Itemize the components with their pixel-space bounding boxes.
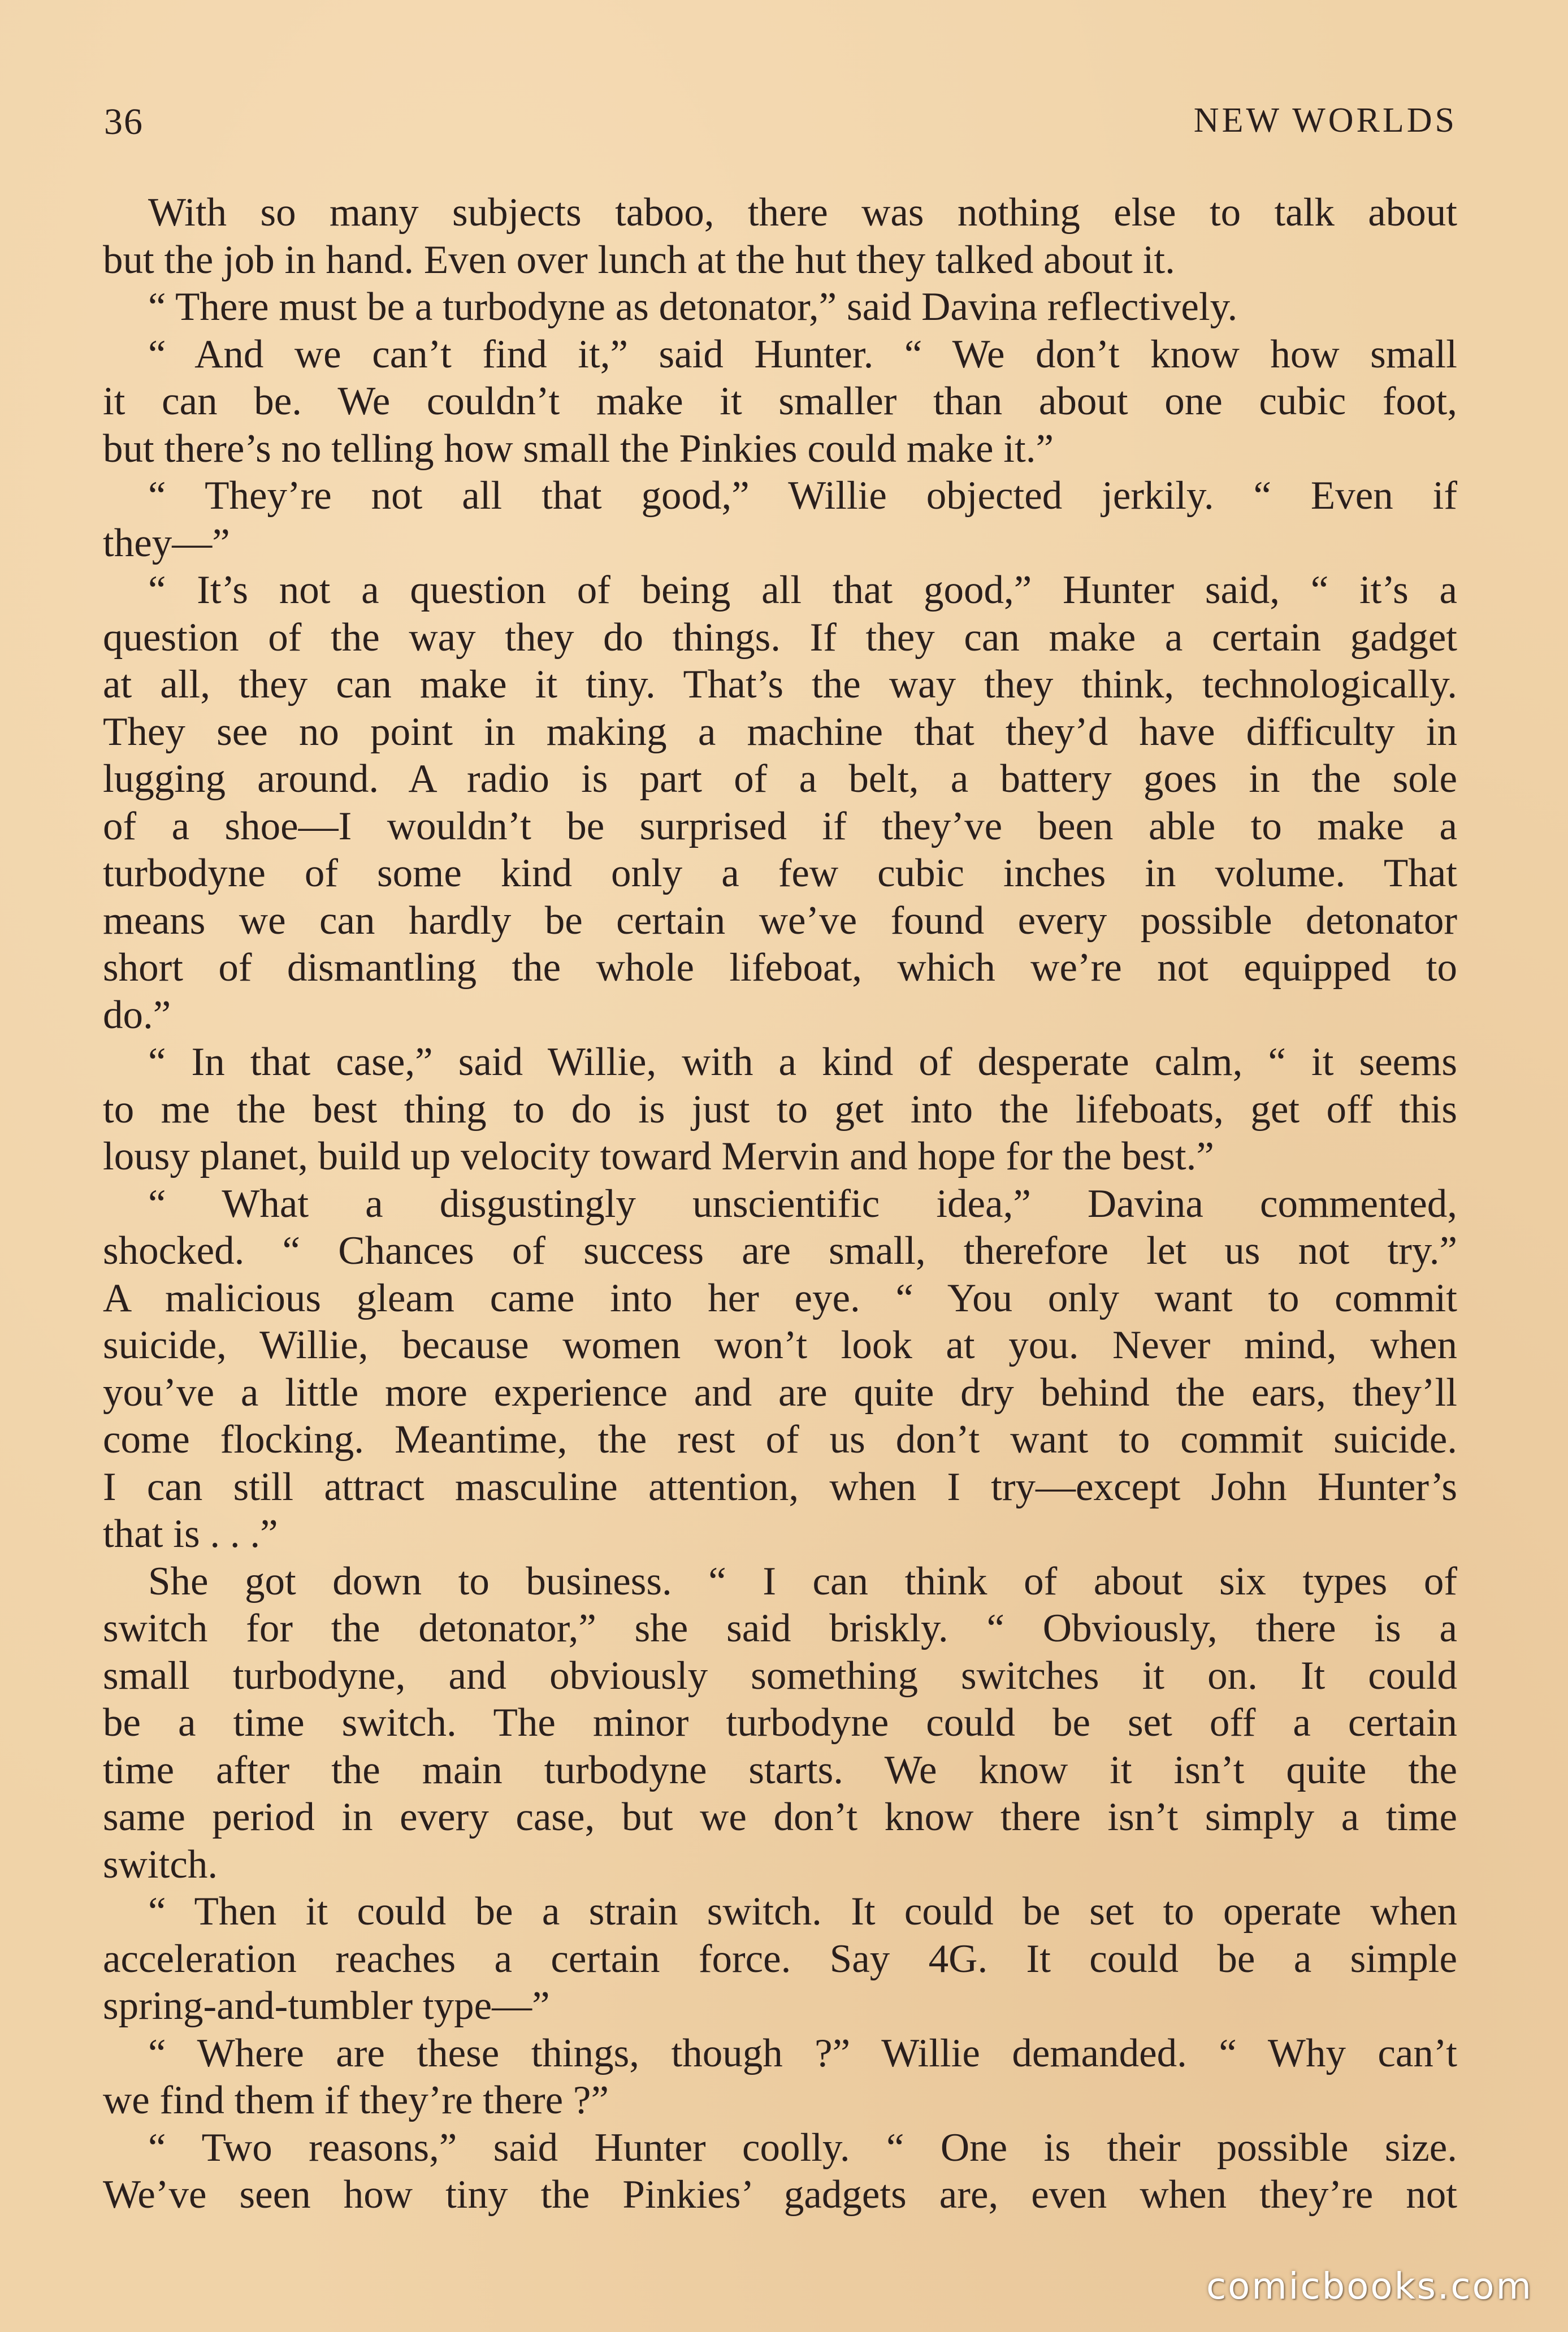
text-line: lugging around. A radio is part of a belt, a battery goes in the sole — [103, 757, 1457, 801]
text-line: switch. — [103, 1842, 218, 1887]
body-text — [103, 189, 1457, 2219]
text-line: short of dismantling the whole lifeboat, which we’re not equipped to — [103, 946, 1457, 990]
watermark-text: comicbooks.com — [1206, 2266, 1533, 2308]
text-line: shocked. “ Chances of success are small, therefore let us not try.” — [103, 1229, 1457, 1273]
text-line: I can still attract masculine attention, when I try—except John Hunter’s — [103, 1464, 1457, 1509]
text-line: “ There must be a turbodyne as detonator,” said Davina reflectively. — [148, 285, 1238, 329]
text-line: suicide, Willie, because women won’t look at you. Never mind, when — [103, 1323, 1457, 1367]
text-line: spring-and-tumbler type—” — [103, 1984, 550, 2028]
text-line: lousy planet, build up velocity toward Mervin and hope for the best.” — [103, 1134, 1214, 1178]
text-line: turbodyne of some kind only a few cubic inches in volume. That — [103, 851, 1457, 895]
text-line: do.” — [103, 992, 171, 1037]
text-line: means we can hardly be certain we’ve found every possible detonator — [103, 898, 1457, 943]
page-number: 36 — [104, 101, 144, 142]
text-line: come flocking. Meantime, the rest of us don’t want to commit suicide. — [103, 1418, 1457, 1462]
text-line: With so many subjects taboo, there was nothing else to talk about — [148, 190, 1457, 235]
text-line: time after the main turbodyne starts. We know it isn’t quite the — [103, 1748, 1457, 1792]
running-head — [104, 101, 1457, 151]
journal-title: NEW WORLDS — [1193, 101, 1457, 140]
text-line: it can be. We couldn’t make it smaller than about one cubic foot, — [103, 379, 1457, 423]
text-line: but there’s no telling how small the Pinkies could make it.” — [103, 426, 1054, 471]
text-line: you’ve a little more experience and are quite dry behind the ears, they’ll — [103, 1370, 1457, 1415]
text-line: They see no point in making a machine that they’d have difficulty in — [103, 709, 1457, 754]
text-line: question of the way they do things. If they can make a certain gadget — [103, 615, 1457, 660]
text-line: “ What a disgustingly unscientific idea,” Davina commented, — [148, 1181, 1457, 1226]
text-line: “ Where are these things, though ?” Willie demanded. “ Why can’t — [148, 2031, 1457, 2075]
text-line: She got down to business. “ I can think of about six types of — [148, 1559, 1457, 1603]
text-line: small turbodyne, and obviously something switches it on. It could — [103, 1653, 1457, 1698]
text-line: we find them if they’re there ?” — [103, 2078, 609, 2122]
text-line: but the job in hand. Even over lunch at the hut they talked about it. — [103, 237, 1175, 282]
text-line: at all, they can make it tiny. That’s the way they think, technologically. — [103, 662, 1457, 706]
text-line: “ And we can’t find it,” said Hunter. “ We don’t know how small — [148, 332, 1457, 376]
text-line: be a time switch. The minor turbodyne could be set off a certain — [103, 1701, 1457, 1745]
text-line: We’ve seen how tiny the Pinkies’ gadgets are, even when they’re not — [103, 2173, 1457, 2217]
text-line: “ It’s not a question of being all that good,” Hunter said, “ it’s a — [148, 568, 1457, 612]
text-line: that is . . .” — [103, 1512, 278, 1556]
watermark-logo — [1137, 2259, 1533, 2315]
text-line: A malicious gleam came into her eye. “ You only want to commit — [103, 1276, 1457, 1320]
text-line: to me the best thing to do is just to get into the lifeboats, get off this — [103, 1087, 1457, 1132]
text-line: same period in every case, but we don’t know there isn’t simply a time — [103, 1795, 1457, 1839]
text-line: “ Two reasons,” said Hunter coolly. “ One is their possible size. — [148, 2125, 1457, 2170]
text-line: acceleration reaches a certain force. Say 4G. It could be a simple — [103, 1936, 1457, 1981]
text-line: they—” — [103, 521, 230, 565]
text-line: of a shoe—I wouldn’t be surprised if they’ve been able to make a — [103, 804, 1457, 848]
text-line: “ They’re not all that good,” Willie objected jerkily. “ Even if — [148, 474, 1457, 518]
text-line: “ In that case,” said Willie, with a kind of desperate calm, “ it seems — [148, 1040, 1457, 1084]
text-line: “ Then it could be a strain switch. It could be set to operate when — [148, 1889, 1457, 1934]
text-line: switch for the detonator,” she said briskly. “ Obviously, there is a — [103, 1606, 1457, 1650]
